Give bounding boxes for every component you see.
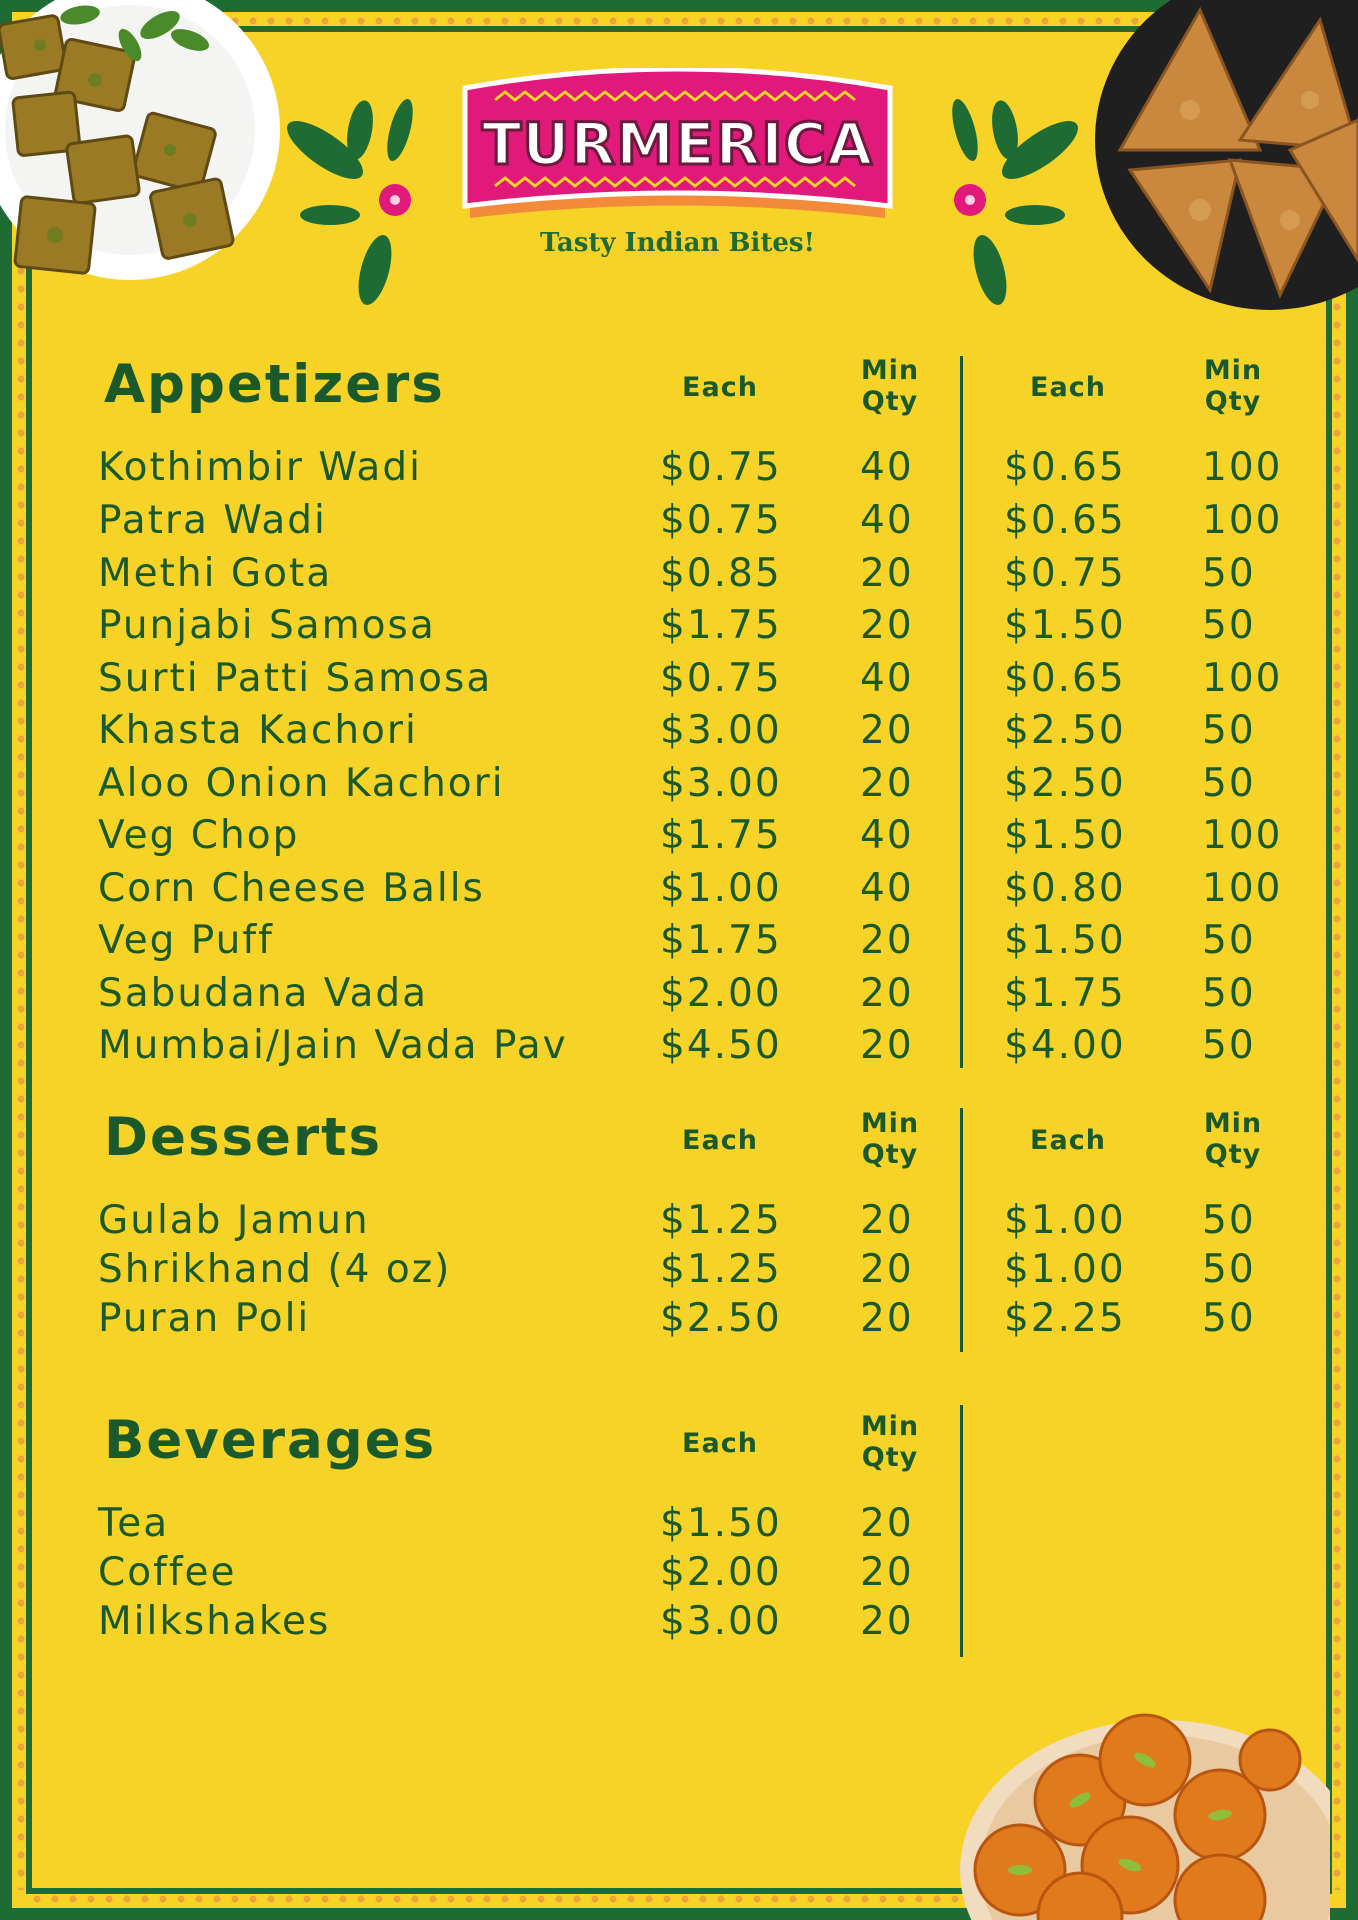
item-price-bulk: $1.00 <box>1004 1198 1126 1243</box>
col-header-each-1: Each <box>682 1428 758 1459</box>
item-bulk-min-qty: 50 <box>1202 1023 1256 1068</box>
item-min-qty: 20 <box>860 1247 914 1292</box>
leaf-ornament-left-icon <box>280 90 430 310</box>
item-price-each: $1.75 <box>660 918 782 963</box>
item-min-qty: 20 <box>860 1550 914 1595</box>
brand-tagline: Tasty Indian Bites! <box>540 228 815 258</box>
item-name: Veg Chop <box>98 813 300 858</box>
item-min-qty: 40 <box>860 866 914 911</box>
item-min-qty: 20 <box>860 971 914 1016</box>
item-price-each: $2.00 <box>660 971 782 1016</box>
item-price-bulk: $1.50 <box>1004 918 1126 963</box>
menu-row <box>0 1550 1358 1600</box>
menu-row <box>0 551 1358 601</box>
samosa-bowl-image <box>1090 0 1358 320</box>
item-min-qty: 20 <box>860 603 914 648</box>
item-name: Aloo Onion Kachori <box>98 761 505 806</box>
item-price-each: $3.00 <box>660 761 782 806</box>
col-header-each-1: Each <box>682 1125 758 1156</box>
item-bulk-min-qty: 50 <box>1202 1198 1256 1243</box>
menu-row <box>0 971 1358 1021</box>
item-min-qty: 40 <box>860 498 914 543</box>
item-price-each: $1.25 <box>660 1247 782 1292</box>
menu-row <box>0 866 1358 916</box>
col-header-min: Min <box>1203 1108 1263 1139</box>
menu-row <box>0 761 1358 811</box>
item-price-each: $1.75 <box>660 603 782 648</box>
item-price-bulk: $0.65 <box>1004 656 1126 701</box>
menu-row <box>0 708 1358 758</box>
item-name: Kothimbir Wadi <box>98 445 422 490</box>
col-header-qty: Qty <box>1204 386 1262 417</box>
item-bulk-min-qty: 50 <box>1202 761 1256 806</box>
col-header-min: Min <box>1203 355 1263 386</box>
item-price-each: $3.00 <box>660 708 782 753</box>
menu-row <box>0 1023 1358 1073</box>
menu-row <box>0 1198 1358 1248</box>
item-bulk-min-qty: 50 <box>1202 1247 1256 1292</box>
col-header-each-2: Each <box>1030 1125 1106 1156</box>
item-min-qty: 20 <box>860 918 914 963</box>
item-min-qty: 20 <box>860 1198 914 1243</box>
item-price-each: $0.75 <box>660 498 782 543</box>
item-price-bulk: $0.65 <box>1004 498 1126 543</box>
item-min-qty: 20 <box>860 1599 914 1644</box>
item-price-each: $2.50 <box>660 1296 782 1341</box>
item-bulk-min-qty: 50 <box>1202 971 1256 1016</box>
item-name: Veg Puff <box>98 918 274 963</box>
item-price-each: $0.85 <box>660 551 782 596</box>
item-name: Gulab Jamun <box>98 1198 370 1243</box>
brand-logo-text: TURMERICA <box>481 110 874 178</box>
menu-row <box>0 656 1358 706</box>
menu-row <box>0 1599 1358 1649</box>
item-bulk-min-qty: 50 <box>1202 918 1256 963</box>
item-price-bulk: $4.00 <box>1004 1023 1126 1068</box>
item-min-qty: 20 <box>860 551 914 596</box>
item-min-qty: 40 <box>860 813 914 858</box>
col-header-qty: Qty <box>1204 1139 1262 1170</box>
col-header-min: Min <box>860 1411 920 1442</box>
item-bulk-min-qty: 50 <box>1202 551 1256 596</box>
item-price-each: $3.00 <box>660 1599 782 1644</box>
menu-row <box>0 498 1358 548</box>
col-header-min: Min <box>860 1108 920 1139</box>
col-header-min-qty-1 <box>840 355 940 417</box>
item-min-qty: 40 <box>860 445 914 490</box>
col-header-each-2: Each <box>1030 372 1106 403</box>
item-price-each: $0.75 <box>660 656 782 701</box>
item-name: Corn Cheese Balls <box>98 866 485 911</box>
item-bulk-min-qty: 100 <box>1202 498 1283 543</box>
item-bulk-min-qty: 100 <box>1202 445 1283 490</box>
section-title-appetizers: Appetizers <box>104 354 445 415</box>
item-price-bulk: $0.65 <box>1004 445 1126 490</box>
menu-row <box>0 603 1358 653</box>
col-header-min-qty-2 <box>1183 1108 1283 1170</box>
item-min-qty: 20 <box>860 761 914 806</box>
item-name: Methi Gota <box>98 551 333 596</box>
col-header-qty: Qty <box>861 1442 919 1473</box>
menu-row <box>0 918 1358 968</box>
item-price-bulk: $0.80 <box>1004 866 1126 911</box>
item-name: Sabudana Vada <box>98 971 429 1016</box>
item-price-bulk: $2.50 <box>1004 761 1126 806</box>
col-header-qty: Qty <box>861 386 919 417</box>
col-header-each-1: Each <box>682 372 758 403</box>
item-price-each: $0.75 <box>660 445 782 490</box>
item-price-each: $1.25 <box>660 1198 782 1243</box>
item-name: Milkshakes <box>98 1599 331 1644</box>
leaf-ornament-right-icon <box>935 90 1085 310</box>
item-price-bulk: $0.75 <box>1004 551 1126 596</box>
item-bulk-min-qty: 100 <box>1202 866 1283 911</box>
item-price-each: $4.50 <box>660 1023 782 1068</box>
item-price-bulk: $2.25 <box>1004 1296 1126 1341</box>
item-price-each: $1.50 <box>660 1501 782 1546</box>
item-min-qty: 20 <box>860 708 914 753</box>
menu-row <box>0 1296 1358 1346</box>
item-price-bulk: $2.50 <box>1004 708 1126 753</box>
col-header-min-qty-1 <box>840 1411 940 1473</box>
item-min-qty: 20 <box>860 1501 914 1546</box>
item-name: Punjabi Samosa <box>98 603 436 648</box>
col-header-qty: Qty <box>861 1139 919 1170</box>
col-header-min-qty-1 <box>840 1108 940 1170</box>
item-bulk-min-qty: 50 <box>1202 708 1256 753</box>
item-bulk-min-qty: 100 <box>1202 656 1283 701</box>
item-price-bulk: $1.00 <box>1004 1247 1126 1292</box>
item-min-qty: 20 <box>860 1023 914 1068</box>
item-price-each: $1.75 <box>660 813 782 858</box>
item-name: Tea <box>98 1501 170 1546</box>
item-min-qty: 40 <box>860 656 914 701</box>
wadi-plate-image <box>0 0 290 320</box>
item-name: Surti Patti Samosa <box>98 656 493 701</box>
item-price-each: $1.00 <box>660 866 782 911</box>
item-price-each: $2.00 <box>660 1550 782 1595</box>
item-name: Patra Wadi <box>98 498 327 543</box>
item-min-qty: 20 <box>860 1296 914 1341</box>
menu-row <box>0 1247 1358 1297</box>
item-price-bulk: $1.50 <box>1004 813 1126 858</box>
item-name: Shrikhand (4 oz) <box>98 1247 452 1292</box>
item-name: Khasta Kachori <box>98 708 418 753</box>
item-name: Puran Poli <box>98 1296 311 1341</box>
menu-row <box>0 1501 1358 1551</box>
col-header-min: Min <box>860 355 920 386</box>
menu-row <box>0 445 1358 495</box>
item-name: Mumbai/Jain Vada Pav <box>98 1023 568 1068</box>
item-price-bulk: $1.75 <box>1004 971 1126 1016</box>
menu-row <box>0 813 1358 863</box>
item-bulk-min-qty: 50 <box>1202 1296 1256 1341</box>
item-price-bulk: $1.50 <box>1004 603 1126 648</box>
gulab-jamun-bowl-image <box>930 1700 1330 1920</box>
item-bulk-min-qty: 100 <box>1202 813 1283 858</box>
item-bulk-min-qty: 50 <box>1202 603 1256 648</box>
section-title-beverages: Beverages <box>104 1410 437 1471</box>
col-header-min-qty-2 <box>1183 355 1283 417</box>
section-title-desserts: Desserts <box>104 1107 382 1168</box>
item-name: Coffee <box>98 1550 237 1595</box>
